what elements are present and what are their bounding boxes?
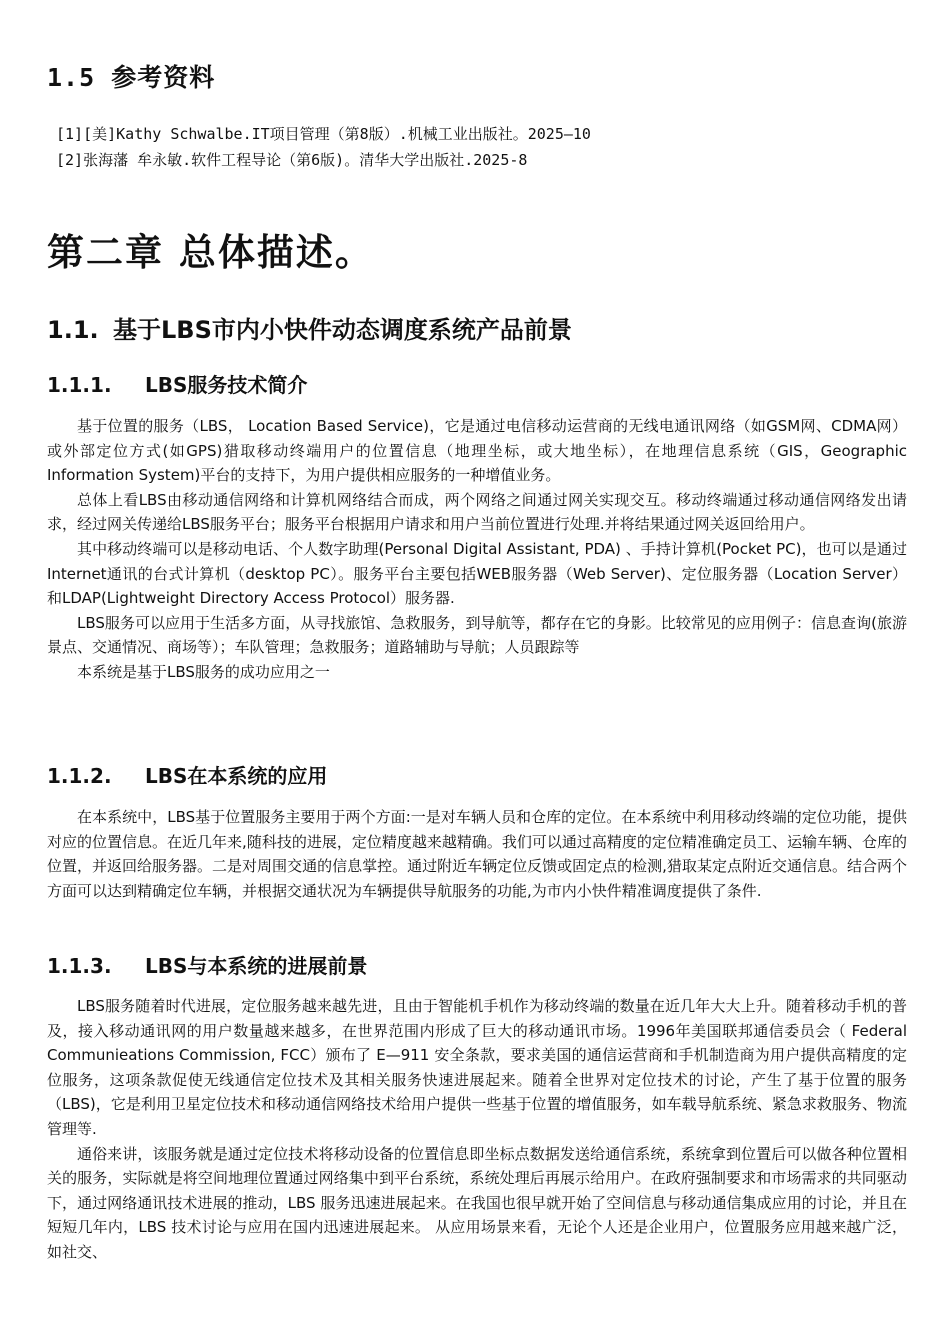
section-heading-1-1-2 [47, 760, 327, 789]
section-body-1-1-1 [47, 414, 907, 685]
reference-item: [2]张海藩 牟永敏.软件工程导论（第6版)。清华大学出版社.2025-8 [56, 151, 528, 169]
section-heading-references [47, 58, 215, 94]
paragraph: 其中移动终端可以是移动电话、个人数字助理(Personal Digital Assistant, PDA) 、手持计算机(Pocket PC)，也可以是通过Internet通讯的台式计算机（desktop PC）。服务平台主要包括WEB服务器（Web Server)、定位服务器（Location Server）和LDAP(Lightweight Directory Access Protocol）服务器. [47, 539, 907, 608]
section-body-1-1-2 [47, 805, 907, 903]
paragraph: 在本系统中，LBS基于位置服务主要用于两个方面:一是对车辆人员和仓库的定位。在本系统中利用移动终端的定位功能，提供对应的位置信息。在近几年来,随科技的进展，定位精度越来越精确。我们可以通过高精度的定位精准确定员工、运输车辆、仓库的位置，并返回给服务器。二是对周围交通的信息掌控。通过附近车辆定位反馈或固定点的检测,猎取某定点附近交通信息。结合两个方面可以达到精确定位车辆，并根据交通状况为车辆提供导航服务的功能,为市内小快件精准调度提供了条件. [47, 808, 907, 900]
section-heading-1-1-3 [47, 950, 367, 979]
section-title: LBS在本系统的应用 [145, 764, 328, 788]
paragraph: LBS服务随着时代进展，定位服务越来越先进，且由于智能机手机作为移动终端的数量在近几年大大上升。随着移动手机的普及，接入移动通讯网的用户数量越来越多，在世界范围内形成了巨大的移动通讯市场。1996年美国联邦通信委员会（ Federal Communieations Commission, FCC）颁布了 E—911 安全条款，要求美国的通信运营商和手机制造商为用户提供高精度的定位服务，这项条款促使无线通信定位技术及其相关服务快速进展起来。随着全世界对定位技术的讨论，产生了基于位置的服务（LBS)，它是利用卫星定位技术和移动通信网络技术给用户提供一些基于位置的增值服务，如车载导航系统、紧急求救服务、物流管理等. [47, 997, 907, 1138]
section-number: 1.1. [47, 316, 99, 344]
section-number: 1.1.1. [47, 373, 112, 397]
chapter-title: 第二章 总体描述。 [47, 230, 374, 274]
section-number: 1.5 [47, 63, 96, 92]
section-title: 参考资料 [111, 63, 216, 92]
reference-item: [1][美]Kathy Schwalbe.IT项目管理（第8版）.机械工业出版社。2025—10 [56, 125, 591, 143]
section-number: 1.1.3. [47, 954, 112, 978]
paragraph: 通俗来讲，该服务就是通过定位技术将移动设备的位置信息即坐标点数据发送给通信系统，系统拿到位置后可以做各种位置相关的服务，实际就是将空间地理位置通过网络集中到平台系统，系统处理后再展示给用户。在政府强制要求和市场需求的共同驱动下，通过网络通讯技术进展的推动，LBS 服务迅速进展起来。在我国也很早就开始了空间信息与移动通信集成应用的讨论，并且在短短几年内，LBS 技术讨论与应用在国内迅速进展起来。 从应用场景来看，无论个人还是企业用户，位置服务应用越来越广泛，如社交、 [47, 1144, 907, 1261]
section-heading-1-1 [47, 310, 572, 345]
paragraph: 总体上看LBS由移动通信网络和计算机网络结合而成，两个网络之间通过网关实现交互。移动终端通过移动通信网络发出请求，经过网关传递给LBS服务平台；服务平台根据用户请求和用户当前位置进行处理.并将结果通过网关返回给用户。 [47, 490, 907, 534]
reference-list [56, 121, 936, 173]
paragraph: 本系统是基于LBS服务的成功应用之一 [77, 662, 330, 681]
section-title: LBS服务技术简介 [145, 373, 308, 397]
paragraph: 基于位置的服务（LBS， Location Based Service)，它是通过电信移动运营商的无线电通讯网络（如GSM网、CDMA网）或外部定位方式(如GPS)猎取移动终端用户的位置信息（地理坐标，或大地坐标），在地理信息系统（GIS，Geographic Information System)平台的支持下，为用户提供相应服务的一种增值业务。 [47, 417, 907, 485]
section-heading-1-1-1 [47, 369, 307, 398]
section-number: 1.1.2. [47, 764, 112, 788]
paragraph: LBS服务可以应用于生活多方面，从寻找旅馆、急救服务，到导航等，都存在它的身影。比较常见的应用例子：信息查询(旅游景点、交通情况、商场等）；车队管理；急救服务；道路辅助与导航；人员跟踪等 [47, 613, 907, 657]
section-title: 基于LBS市内小快件动态调度系统产品前景 [113, 316, 572, 344]
section-title: LBS与本系统的进展前景 [145, 954, 368, 978]
section-body-1-1-3 [47, 994, 907, 1265]
